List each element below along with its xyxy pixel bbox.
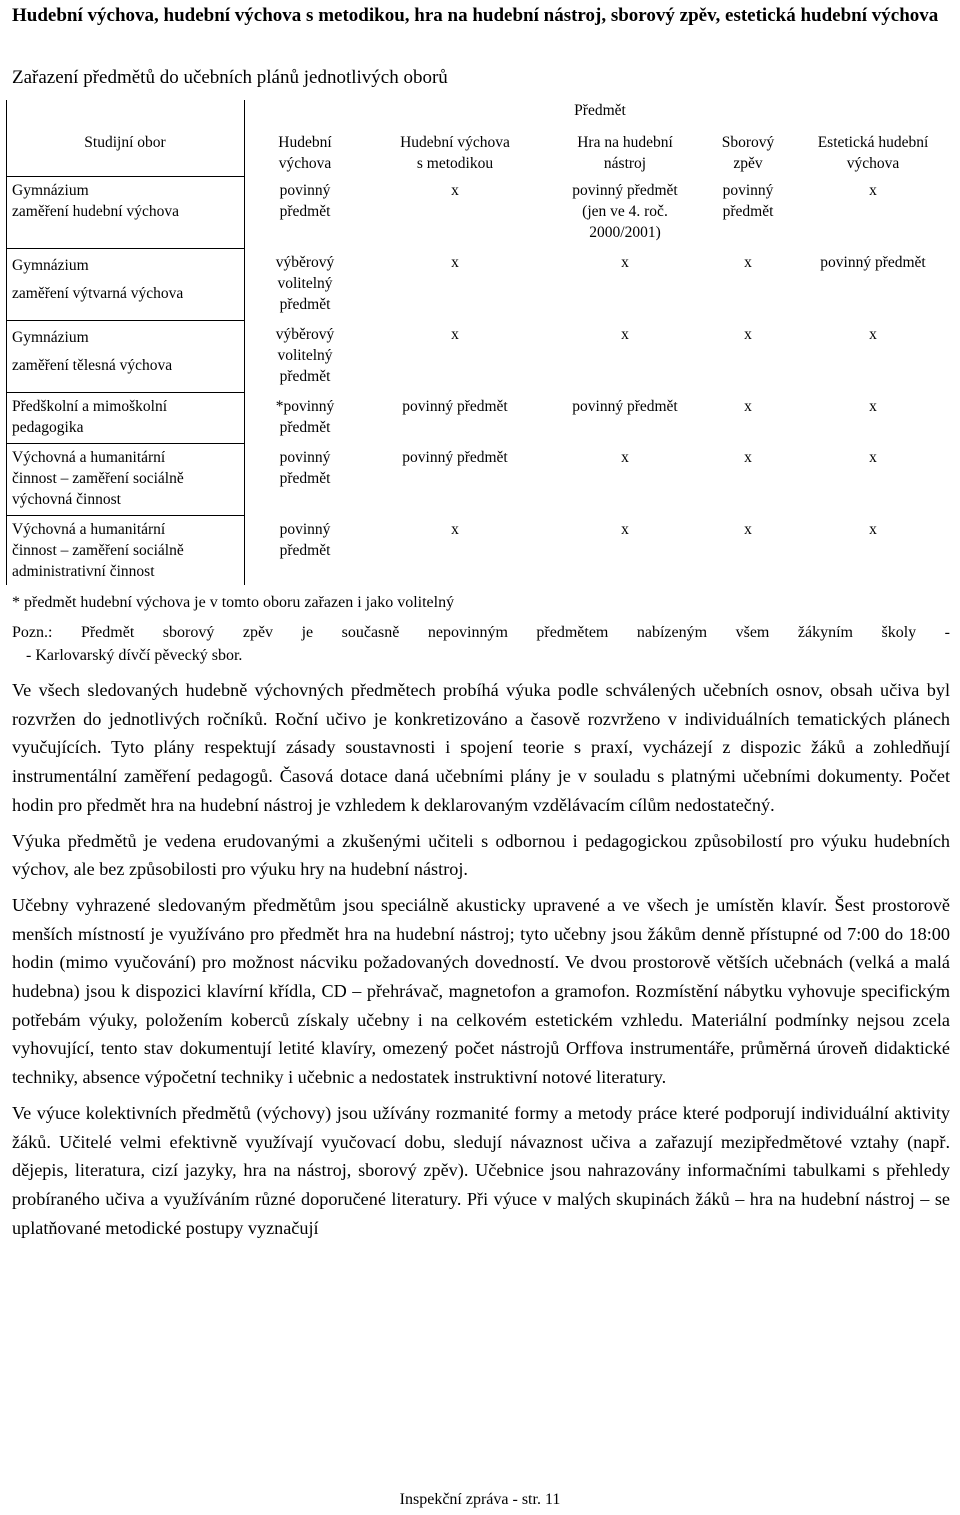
table-cell: x	[744, 326, 752, 343]
table-cell: povinný předmět	[279, 449, 331, 487]
table-cell: *povinný předmět	[275, 398, 335, 436]
table-cell: x	[621, 449, 629, 466]
group-header-predmet: Předmět	[574, 102, 626, 119]
table-cell: x	[744, 449, 752, 466]
paragraph: Ve všech sledovaných hudebně výchovných předmětech probíhá výuka podle schválených učebních osnov, obsah učiva byl rozvržen do jednotlivých ročníků. Roční učivo je konkretizováno a časově rozvrženo v individuálních tematických plánech vyučujících. Tyto plány respektují zásady soustavnosti i spojení teorie s praxí, vycházejí z dispozic žáků a zohledňují instrumentální zaměření pedagogů. Časová dotace daná učebními plány je v souladu s platnými učebními dokumenty. Počet hodin pro předmět hra na hudební nástroj je vzhledem k deklarovaným vzdělávacím cílům nedostatečný.	[12, 680, 950, 815]
table-cell: povinný předmět	[279, 182, 331, 220]
table-rule	[6, 100, 7, 585]
table-cell: x	[621, 326, 629, 343]
row-obor: Předškolní a mimoškolní pedagogika	[12, 398, 167, 436]
header-hudebni-vychova: Hudební výchova	[278, 134, 332, 172]
row-obor: Gymnázium zaměření hudební výchova	[12, 182, 179, 220]
table-footnote: * předmět hudební výchova je v tomto oboru zařazen i jako volitelný	[12, 594, 455, 611]
row-obor: Gymnázium zaměření tělesná výchova	[12, 329, 173, 374]
table-rule	[6, 443, 244, 444]
table-cell: povinný předmět	[402, 398, 508, 415]
body-text	[12, 676, 950, 1249]
table-cell: x	[869, 521, 877, 538]
table-rule	[6, 515, 244, 516]
table-cell: povinný předmět	[279, 521, 331, 559]
table-cell: x	[451, 182, 459, 199]
header-hv-s-metodikou: Hudební výchova s metodikou	[400, 134, 510, 172]
row-obor: Výchovná a humanitární činnost – zaměření sociálně administrativní činnost	[12, 521, 184, 580]
document-heading: Hudební výchova, hudební výchova s metodikou, hra na hudební nástroj, sborový zpěv, estetická hudební výchova	[12, 5, 939, 26]
header-studijni-obor: Studijní obor	[84, 134, 166, 151]
table-rule	[244, 100, 245, 585]
table-rule	[6, 320, 244, 321]
table-cell: povinný předmět	[402, 449, 508, 466]
table-cell: x	[744, 521, 752, 538]
table-cell: výběrový volitelný předmět	[275, 254, 335, 313]
table-cell: x	[744, 254, 752, 271]
table-cell: x	[869, 449, 877, 466]
row-obor: Výchovná a humanitární činnost – zaměření sociálně výchovná činnost	[12, 449, 184, 508]
table-cell: x	[869, 398, 877, 415]
table-rule	[6, 248, 244, 249]
table-cell: povinný předmět	[572, 398, 678, 415]
row-obor: Gymnázium zaměření výtvarná výchova	[12, 257, 184, 302]
table-cell: povinný předmět	[820, 254, 926, 271]
header-sborovy-zpev: Sborový zpěv	[721, 134, 775, 172]
paragraph: Výuka předmětů je vedena erudovanými a zkušenými učiteli s odbornou i pedagogickou způsobilostí pro výuku hudebních výchov, ale bez způsobilosti pro výuku hry na hudební nástroj.	[12, 830, 950, 880]
note-block	[12, 621, 950, 667]
header-esteticka-hv: Estetická hudební výchova	[817, 134, 929, 172]
paragraph: Ve výuce kolektivních předmětů (výchovy) jsou užívány rozmanité formy a metody práce které podporují individuální aktivity žáků. Učitelé velmi efektivně využívají vyučovací dobu, sledují návaznost učiva a zařazují mezipředmětové vztahy (např. dějepis, literatura, cizí jazyky, hra na nástroj, sborový zpěv). Učebnice jsou nahrazovány informačními tabulkami s přehledy probíraného učiva a využíváním různé doporučené literatury. Při výuce v malých skupinách žáků – hra na hudební nástroj – se uplatňované metodické postupy vyznačují	[12, 1102, 950, 1238]
section-subheading: Zařazení předmětů do učebních plánů jednotlivých oborů	[12, 67, 448, 88]
paragraph: Učebny vyhrazené sledovaným předmětům jsou speciálně akusticky upravené a ve všech je umístěn klavír. Šest prostorově menších místností je využíváno pro předmět hra na hudební nástroj; tyto učebny jsou žákům denně přístupné od 7:00 do 18:00 hodin (mimo vyučování) pro možnost nácviku požadovaných dovedností. Ve dvou prostorově větších učebnách (velká a malá hudebna) jsou k dispozici klavírní křídla, CD – přehrávač, magnetofon a gramofon. Rozmístění nábytku vyhovuje specifickým potřebám výuky, položením koberců získaly učebny i na celkovém estetickém vzhledu. Materiální podmínky nejsou zcela vyhovující, tento stav dokumentují letité klavíry, omezený počet nástrojů Orffova instrumentáře, průměrná úroveň didaktické techniky, absence výpočetní techniky i učebnic a nedostatek instruktivní notové literatury.	[12, 894, 950, 1088]
page-footer: Inspekční zpráva - str. 11	[399, 1491, 561, 1508]
header-hra-na-nastroj: Hra na hudební nástroj	[577, 134, 673, 172]
note-line: Pozn.: Předmět sborový zpěv je současně nepovinným předmětem nabízeným všem žákyním školy -	[12, 624, 950, 641]
table-cell: povinný předmět (jen ve 4. roč. 2000/2001)	[572, 182, 678, 241]
table-cell: x	[451, 521, 459, 538]
table-cell: x	[744, 398, 752, 415]
subject-table	[0, 96, 960, 589]
table-cell: x	[451, 326, 459, 343]
table-cell: výběrový volitelný předmět	[275, 326, 335, 385]
table-cell: x	[869, 182, 877, 199]
table-rule	[6, 176, 244, 177]
table-rule	[6, 392, 244, 393]
table-cell: povinný předmět	[722, 182, 774, 220]
table-cell: x	[621, 521, 629, 538]
table-cell: x	[621, 254, 629, 271]
note-line: - Karlovarský dívčí pěvecký sbor.	[26, 647, 243, 664]
table-cell: x	[869, 326, 877, 343]
table-cell: x	[451, 254, 459, 271]
